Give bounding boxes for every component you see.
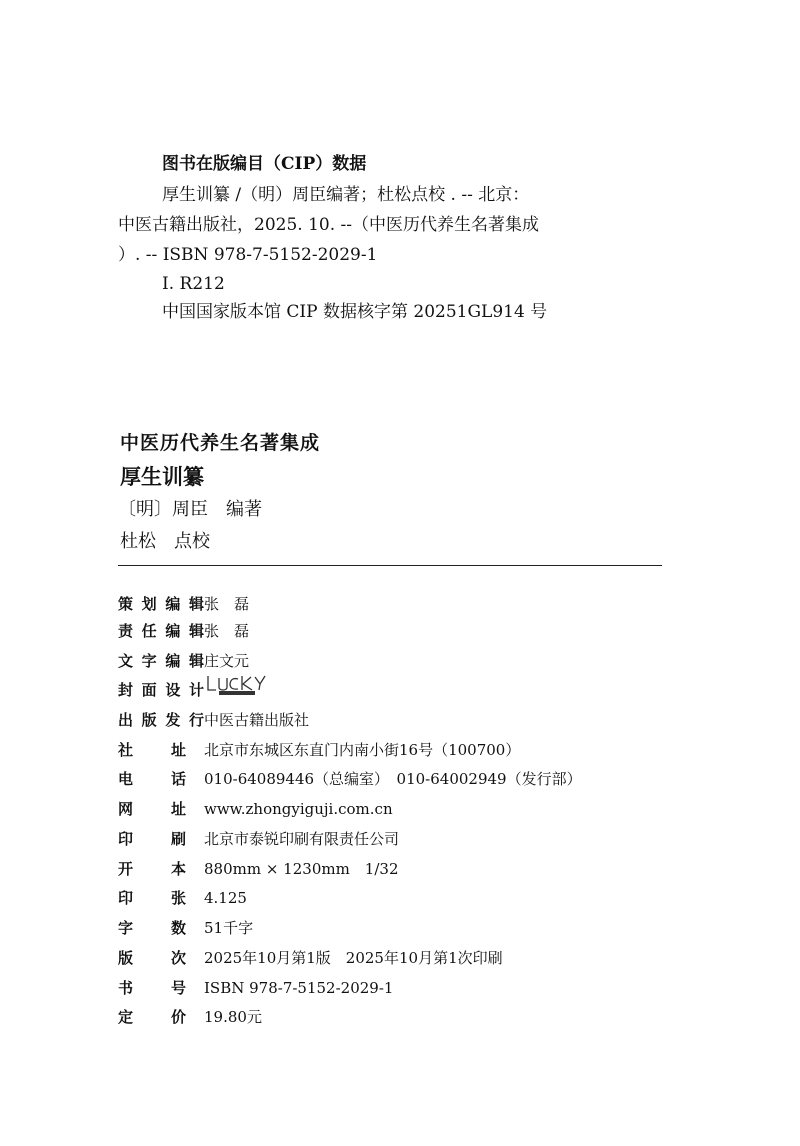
- credit-row: [118, 647, 249, 675]
- credit-label: 封面设计: [118, 681, 204, 699]
- credit-label: 策划编辑: [118, 595, 204, 613]
- cip-heading: 图书在版编目（CIP）数据: [162, 154, 367, 174]
- credit-label: 网址: [118, 800, 186, 818]
- credit-label: 字数: [118, 919, 186, 937]
- credit-value: 880mm × 1230mm 1/32: [204, 860, 399, 878]
- credit-value: 中医古籍出版社: [204, 711, 310, 729]
- credit-label: 版次: [118, 949, 186, 967]
- divider-rule: [118, 565, 662, 566]
- credit-value: 51千字: [204, 919, 254, 937]
- credit-row: [118, 795, 393, 823]
- credit-value: 北京市泰锐印刷有限责任公司: [204, 830, 400, 848]
- credit-row: [118, 706, 309, 734]
- credit-label: 社址: [118, 741, 186, 759]
- credit-label: 文字编辑: [118, 652, 204, 670]
- credit-label: 开本: [118, 860, 186, 878]
- credit-row: [118, 855, 399, 883]
- cip-line-3: ）. -- ISBN 978-7-5152-2029-1: [118, 245, 378, 265]
- designer-logo: [205, 673, 269, 697]
- credit-value: 张 磊: [204, 595, 250, 613]
- credit-value: 北京市东城区东直门内南小街16号（100700）: [204, 741, 521, 759]
- credit-label: 电话: [118, 770, 186, 788]
- credit-value: 庄文元: [204, 652, 250, 670]
- credit-label: 书号: [118, 979, 186, 997]
- credit-row: [118, 590, 249, 618]
- credit-label: 责任编辑: [118, 622, 204, 640]
- credit-label: 印刷: [118, 830, 186, 848]
- credit-row: [118, 736, 520, 764]
- credit-row: [118, 676, 204, 704]
- credit-row: [118, 765, 582, 793]
- credit-label: 印张: [118, 889, 186, 907]
- credit-row: [118, 825, 399, 853]
- credit-value: ISBN 978-7-5152-2029-1: [204, 979, 394, 997]
- credit-row: [118, 974, 393, 1002]
- credit-value: 2025年10月第1版 2025年10月第1次印刷: [204, 949, 503, 967]
- credit-row: [118, 884, 247, 912]
- cip-line-5: 中国国家版本馆 CIP 数据核字第 20251GL914 号: [162, 302, 548, 322]
- credit-row: [118, 914, 253, 942]
- credit-label: 定价: [118, 1008, 186, 1026]
- credit-value: 010-64089446（总编室） 010-64002949（发行部）: [204, 770, 582, 788]
- credit-row: [118, 617, 249, 645]
- cip-line-2: 中医古籍出版社，2025. 10. --（中医历代养生名著集成: [118, 215, 539, 235]
- cip-line-4: Ⅰ. R212: [162, 274, 225, 294]
- credit-label: 出版发行: [118, 711, 204, 729]
- credit-value: 张 磊: [204, 622, 250, 640]
- author-line: 〔明〕周臣 编著: [118, 499, 262, 520]
- cip-line-1: 厚生训纂 /（明）周臣编著；杜松点校 . -- 北京：: [162, 185, 530, 205]
- credit-row: [118, 1003, 262, 1031]
- credit-row: [118, 944, 503, 972]
- editor-line: 杜松 点校: [120, 531, 210, 552]
- credit-value: 19.80元: [204, 1008, 262, 1026]
- book-title: 厚生训纂: [120, 464, 204, 489]
- series-title: 中医历代养生名著集成: [120, 432, 321, 454]
- credit-value: www.zhongyiguji.com.cn: [204, 800, 393, 818]
- credit-value: 4.125: [204, 889, 247, 907]
